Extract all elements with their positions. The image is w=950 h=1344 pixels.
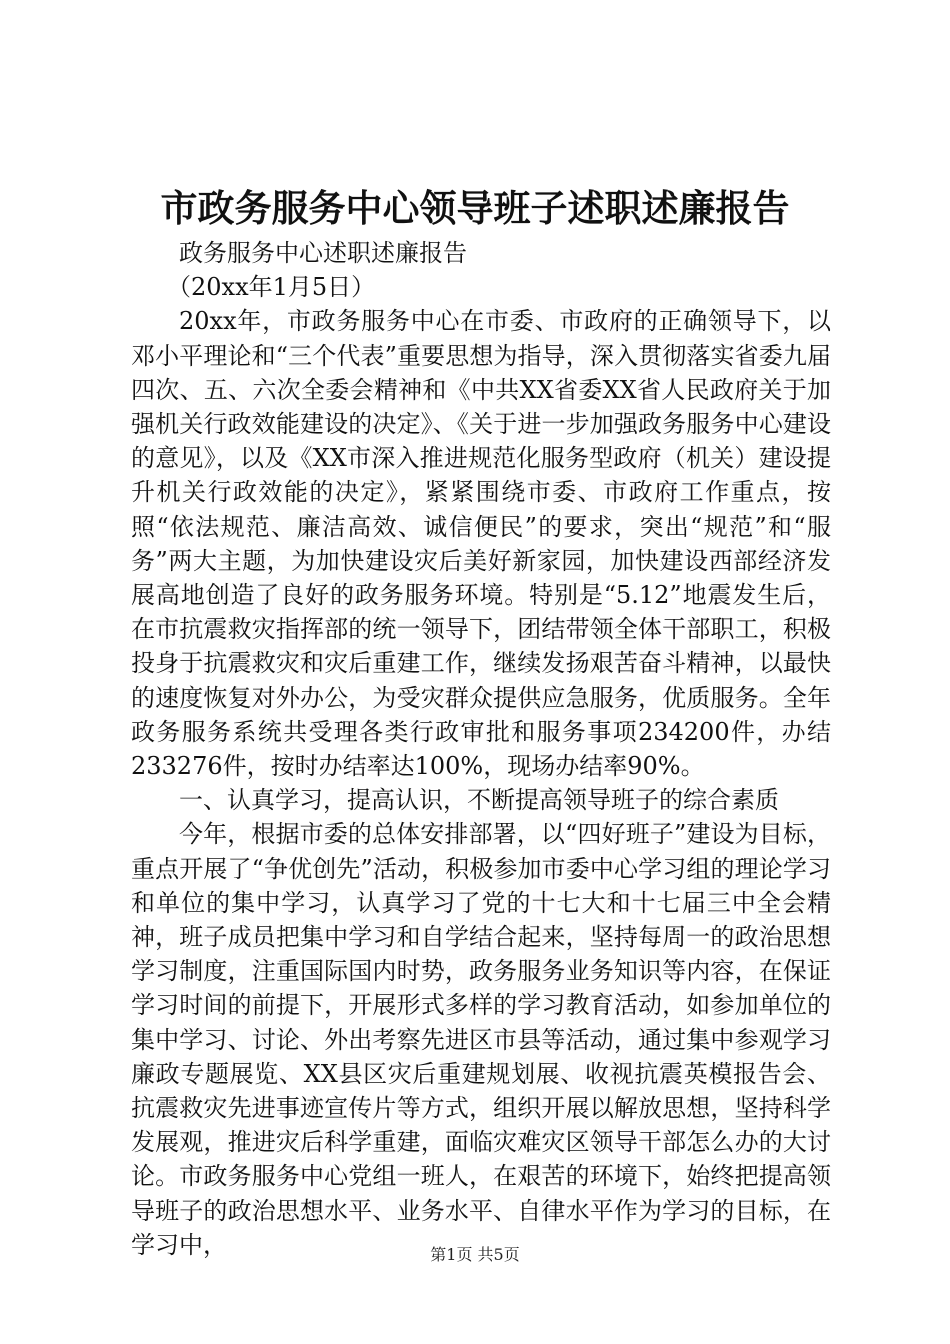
body-paragraph: 今年，根据市委的总体安排部署，以“四好班子”建设为目标，重点开展了“争优创先”活动，积极参加市委中心学习组的理论学习和单位的集中学习，认真学习了党的十七大和十七届三中全会精神，班子成员把集中学习和自学结合起来，坚持每周一的政治思想学习制度，注重国际国内时势，政务服务业务知识等内容，在保证学习时间的前提下，开展形式多样的学习教育活动，如参加单位的集中学习、讨论、外出考察先进区市县等活动，通过集中参观学习廉政专题展览、XX县区灾后重建规划展、收视抗震英模报告会、抗震救灾先进事迹宣传片等方式，组织开展以解放思想，坚持科学发展观，推进灾后科学重建，面临灾难灾区领导干部怎么办的大讨论。市政务服务中心党组一班人，在艰苦的环境下，始终把提高领导班子的政治思想水平、业务水平、自律水平作为学习的目标，在学习中， — [131, 820, 831, 1259]
document-title: 市政务服务中心领导班子述职述廉报告 — [160, 186, 790, 230]
section-heading: 一、认真学习，提高认识，不断提高领导班子的综合素质 — [179, 786, 779, 815]
document-subtitle: 政务服务中心述职述廉报告 — [179, 239, 467, 267]
document-body — [131, 236, 831, 1262]
page-footer: 第1页 共5页 — [430, 1245, 520, 1264]
document-date: （20xx年1月5日） — [167, 273, 376, 302]
body-paragraph: 20xx年，市政务服务中心在市委、市政府的正确领导下，以邓小平理论和“三个代表”重要思想为指导，深入贯彻落实省委九届四次、五、六次全委会精神和《中共XX省委XX省人民政府关于加强机关行政效能建设的决定》、《关于进一步加强政务服务中心建设的意见》，以及《XX市深入推进规范化服务型政府（机关）建设提升机关行政效能的决定》，紧紧围绕市委、市政府工作重点，按照“依法规范、廉洁高效、诚信便民”的要求，突出“规范”和“服务”两大主题，为加快建设灾后美好新家园，加快建设西部经济发展高地创造了良好的政务服务环境。特别是“5.12”地震发生后，在市抗震救灾指挥部的统一领导下，团结带领全体干部职工，积极投身于抗震救灾和灾后重建工作，继续发扬艰苦奋斗精神，以最快的速度恢复对外办公，为受灾群众提供应急服务，优质服务。全年政务服务系统共受理各类行政审批和服务事项234200件，办结233276件，按时办结率达100%，现场办结率90%。 — [131, 307, 831, 781]
